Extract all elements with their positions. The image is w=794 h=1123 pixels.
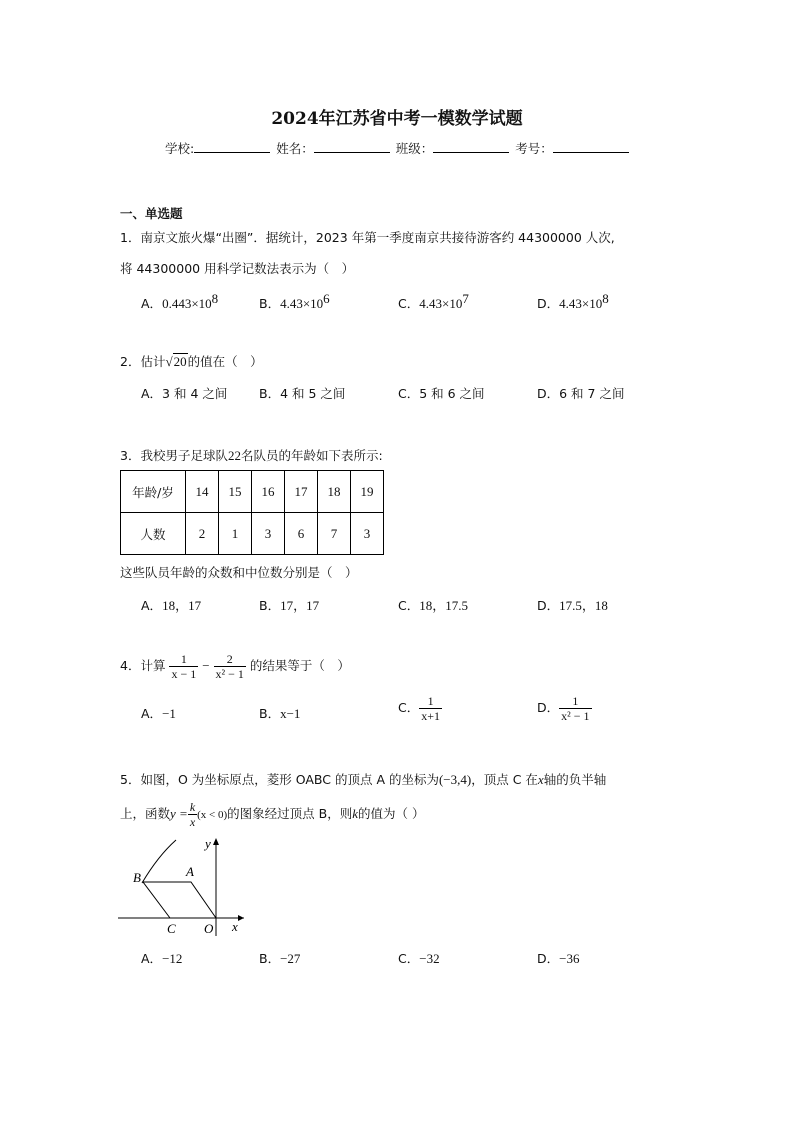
table-cell: 6	[285, 513, 318, 555]
q4-option-b[interactable]: B．x−1	[259, 706, 301, 721]
x-axis-arrow	[238, 915, 244, 921]
fraction: $\frac{1}{x - 1}$	[171, 652, 197, 681]
fraction: $\frac{1}{\text{x² − 1}}$	[561, 694, 590, 723]
table-header-age: 年龄/岁	[121, 471, 186, 513]
q3-option-c[interactable]: C．18，17.5	[398, 598, 468, 613]
page-title: 2024年江苏省中考一模数学试题	[271, 109, 523, 129]
q3-option-d[interactable]: D．17.5，18	[537, 598, 608, 613]
q1-option-c[interactable]: C．$4.43\times 10^7$	[398, 291, 469, 312]
q2-option-c[interactable]: C．5 和 6 之间	[398, 386, 485, 401]
label-y: y	[205, 836, 211, 851]
table-cell: 7	[318, 513, 351, 555]
school-label: 学校:	[165, 141, 195, 156]
label-A: A	[186, 864, 194, 879]
q5-line1: 5．如图，O 为坐标原点，菱形 OABC 的顶点 A 的坐标为(−3,4)，顶点 C 在x轴的负半轴	[120, 772, 607, 787]
section-heading: 一、单选题	[120, 206, 183, 221]
q4-option-c[interactable]: C． $\frac{1}{x+1}$	[398, 694, 441, 723]
fraction: $\frac{2}{\text{x² − 1}}$	[215, 652, 244, 681]
table-cell: 18	[318, 471, 351, 513]
number-label: 考号：	[515, 141, 553, 156]
q5-option-a[interactable]: A．−12	[141, 951, 183, 966]
q1-line2: 将 44300000 用科学记数法表示为（ ）	[120, 261, 355, 276]
q1-line1: 1．南京文旅火爆“出圈”．据统计，2023 年第一季度南京共接待游客约 44300000 人次,	[120, 230, 615, 245]
q2-option-d[interactable]: D．6 和 7 之间	[537, 386, 625, 401]
q1-option-d[interactable]: D．$4.43\times 10^8$	[537, 291, 609, 312]
name-blank[interactable]	[314, 141, 390, 153]
q4-option-d[interactable]: D． $\frac{1}{\text{x² − 1}}$	[537, 694, 590, 723]
q4-stem: 4．计算 $\frac{1}{x - 1}$ − $\frac{2}{\text{x² − 1}}$ 的结果等于（ ）	[120, 652, 350, 681]
q2-option-b[interactable]: B．4 和 5 之间	[259, 386, 346, 401]
q5-option-c[interactable]: C．−32	[398, 951, 440, 966]
q2-stem: 2．估计√20的值在（ ）	[120, 354, 263, 369]
q1-option-a[interactable]: A．$0.443\times 10^8$	[141, 291, 219, 312]
table-cell: 1	[219, 513, 252, 555]
q3-question: 这些队员年龄的众数和中位数分别是（ ）	[120, 565, 358, 580]
q5-option-b[interactable]: B．−27	[259, 951, 301, 966]
number-blank[interactable]	[553, 141, 629, 153]
age-table	[120, 470, 384, 555]
sqrt-expression: √20	[165, 354, 187, 369]
hyperbola-curve	[142, 840, 176, 883]
table-cell: 3	[351, 513, 384, 555]
class-blank[interactable]	[433, 141, 509, 153]
q3-option-a[interactable]: A．18，17	[141, 598, 202, 613]
rhombus-figure	[118, 836, 248, 940]
rhombus-OABC	[143, 882, 216, 918]
q3-stem: 3．我校男子足球队22名队员的年龄如下表所示:	[120, 448, 383, 463]
table-cell: 3	[252, 513, 285, 555]
class-label: 班级：	[395, 141, 434, 156]
q4-option-a[interactable]: A．−1	[141, 706, 176, 721]
label-x: x	[232, 919, 238, 934]
y-axis-arrow	[213, 838, 219, 845]
fraction: $\frac{1}{x+1}$	[421, 694, 441, 723]
q1-option-b[interactable]: B．$4.43\times 10^6$	[259, 291, 330, 312]
fraction: $\frac{k}{x}$	[189, 800, 196, 829]
student-info-line	[165, 139, 631, 157]
table-cell: 15	[219, 471, 252, 513]
q3-option-b[interactable]: B．17，17	[259, 598, 320, 613]
name-label: 姓名：	[276, 141, 314, 156]
table-cell: 14	[186, 471, 219, 513]
table-cell: 19	[351, 471, 384, 513]
table-row	[121, 513, 384, 555]
table-cell: 16	[252, 471, 285, 513]
q5-line2: 上，函数y = $\frac{k}{x}$ (x < 0)的图象经过顶点 B，则k的值为（ ）	[120, 800, 425, 829]
q5-option-d[interactable]: D．−36	[537, 951, 580, 966]
table-cell: 17	[285, 471, 318, 513]
q2-option-a[interactable]: A．3 和 4 之间	[141, 386, 228, 401]
label-B: B	[133, 870, 141, 885]
label-O: O	[204, 921, 214, 936]
table-cell: 2	[186, 513, 219, 555]
school-blank[interactable]	[194, 141, 270, 153]
label-C: C	[167, 921, 176, 936]
table-header-count: 人数	[121, 513, 186, 555]
table-row	[121, 471, 384, 513]
